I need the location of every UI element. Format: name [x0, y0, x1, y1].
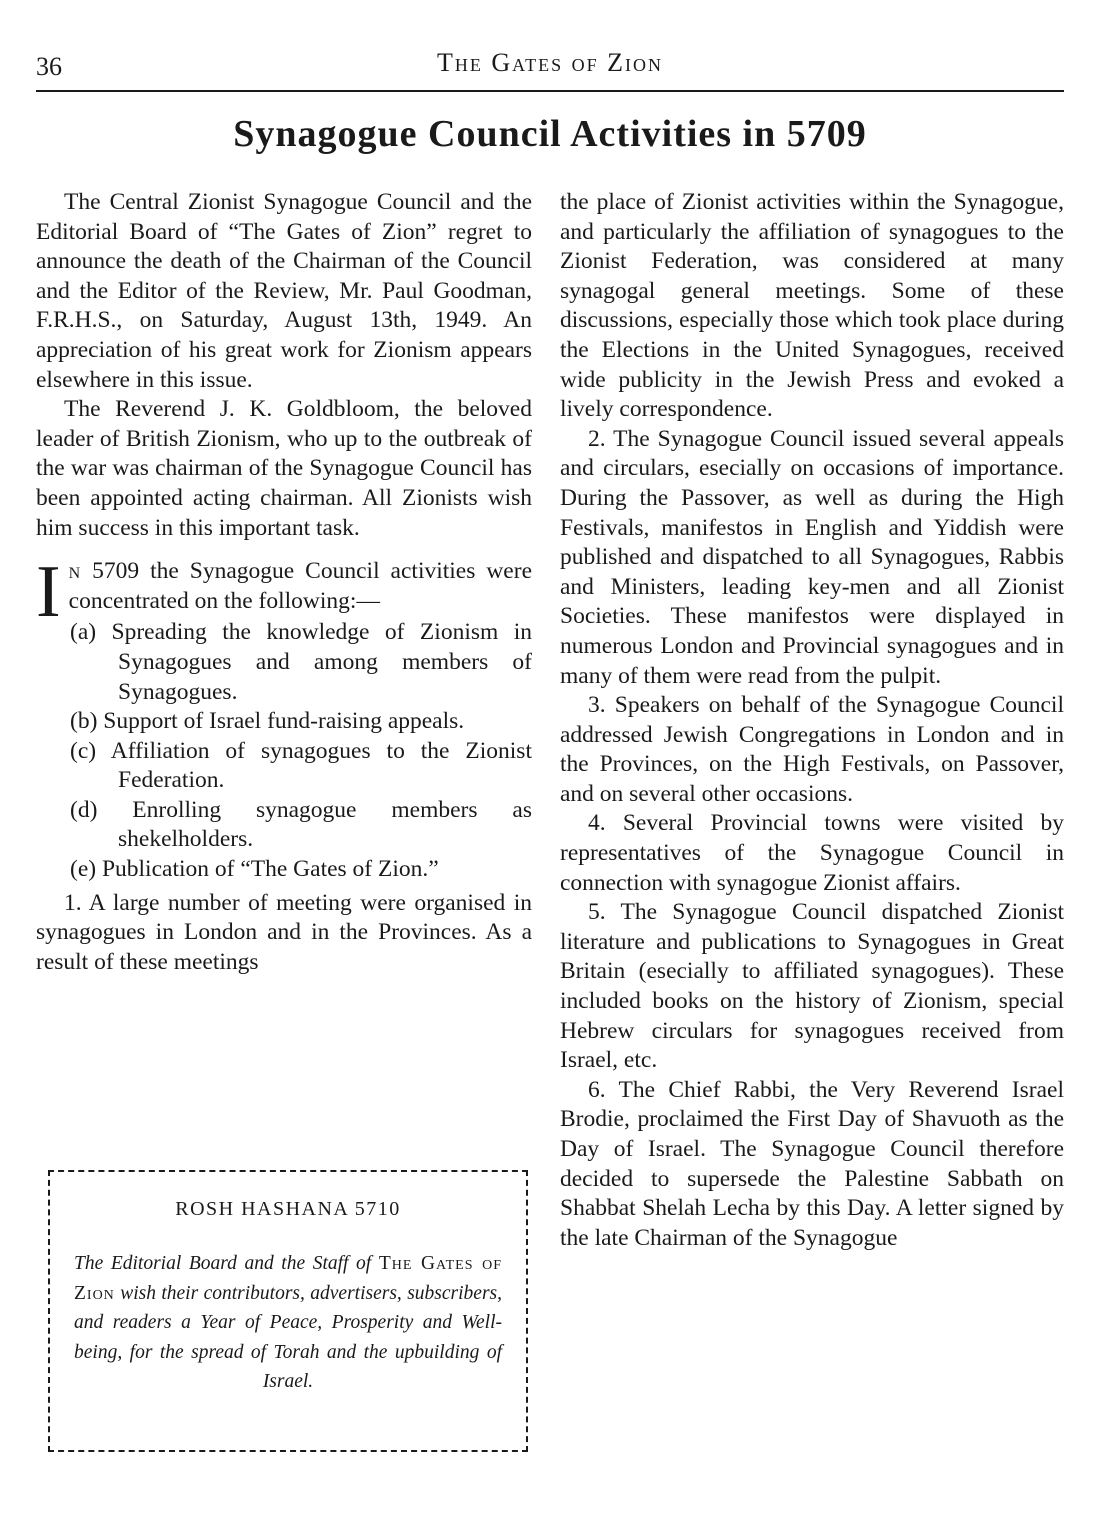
paragraph-activities-intro — [36, 551, 532, 634]
list-item: (c) Affiliation of synagogues to the Zionist Federation. — [70, 737, 532, 794]
notice-heading: ROSH HASHANA 5710 — [175, 1198, 401, 1220]
rosh-hashana-notice — [48, 1170, 528, 1452]
paragraph-provincial-visits: 4. Several Provincial towns were visited by representatives of the Synagogue Council in connection with synagogue Zionist affairs. — [560, 810, 1064, 896]
paragraph-continuation: the place of Zionist activities within the Synagogue, and particularly the affiliation of synagogues to the Zionist Federation, was considered at many synagogal general meetings. Some of these discussions, especially those which took place during the Elections in the United Synagogues, received wide publicity in the Jewish Press and evoked a lively correspondence. — [560, 189, 1064, 423]
paragraph-appeals: 2. The Synagogue Council issued several appeals and circulars, esecially on occasions of importance. During the Passover, as well as during the High Festivals, manifestos in English and Yiddish were published and dispatched to all Synagogues, Rabbis and Ministers, leading key-men and all Zionist Societies. These manifestos were displayed in numerous London and Provincial synagogues and in many of them were read from the pulpit. — [560, 425, 1064, 689]
paragraph-obituary: The Central Zionist Synagogue Council and the Editorial Board of “The Gates of Zion” regret to announce the death of the Chairman of the Council and the Editor of the Review, Mr. Paul Goodman, F.R.H.S., on Saturday, August 13th, 1949. An appreciation of his great work for Zionism appears elsewhere in this issue. — [36, 189, 532, 393]
activities-list — [36, 618, 532, 884]
header-rule — [36, 90, 1064, 92]
notice-body — [74, 1249, 502, 1397]
notice-publication-name: The Gates of Zion — [74, 1253, 502, 1304]
running-header: The Gates of Zion — [436, 48, 664, 77]
paragraph-day-of-israel: 6. The Chief Rabbi, the Very Reverend Israel Brodie, proclaimed the First Day of Shavuoth as the Day of Israel. The Synagogue Council therefore decided to supersede the Palestine Sabbath on Shabbat Shelah Lecha by this Day. A letter signed by the late Chairman of the Synagogue — [560, 1076, 1064, 1251]
paragraph-literature: 5. The Synagogue Council dispatched Zionist literature and publications to Synagogues in Great Britain (esecially to affiliated synagogues). These included books on the history of Zionism, special Hebrew circulars for synagogues received from Israel, etc. — [560, 899, 1064, 1074]
paragraph-speakers: 3. Speakers on behalf of the Synagogue Council addressed Jewish Congregations in London and in the Provinces, on the High Festivals, on Passover, and on several other occasions. — [560, 692, 1064, 807]
article-title: Synagogue Council Activities in 5709 — [233, 113, 867, 155]
list-item: (d) Enrolling synagogue members as shekelholders. — [70, 796, 532, 853]
intro-smallcaps: n — [68, 558, 82, 585]
paragraph-acting-chairman: The Reverend J. K. Goldbloom, the beloved leader of British Zionism, who up to the outbreak of the war was chairman of the Synagogue Council has been appointed acting chairman. All Zionists wish him success in this important task. — [36, 396, 532, 541]
right-column — [560, 188, 1064, 1253]
notice-text-after: wish their contributors, advertisers, subscribers, and readers a Year of Peace, Prosperity and Well-being, for the spread of Torah and the upbuilding of Israel. — [74, 1282, 502, 1392]
page-number: 36 — [36, 52, 62, 81]
list-item: (b) Support of Israel fund-raising appeals. — [70, 708, 465, 735]
paragraph-meetings: 1. A large number of meeting were organised in synagogues in London and in the Provinces. As a result of these meetings — [36, 889, 532, 975]
list-item: (e) Publication of “The Gates of Zion.” — [70, 856, 439, 883]
drop-cap: I — [36, 551, 61, 634]
intro-text: 5709 the Synagogue Council activities were concentrated on the following:— — [68, 558, 532, 614]
notice-text-before: The Editorial Board and the Staff of — [74, 1253, 379, 1274]
list-item: (a) Spreading the knowledge of Zionism in Synagogues and among members of Synagogues. — [70, 619, 532, 705]
left-column — [36, 188, 532, 977]
